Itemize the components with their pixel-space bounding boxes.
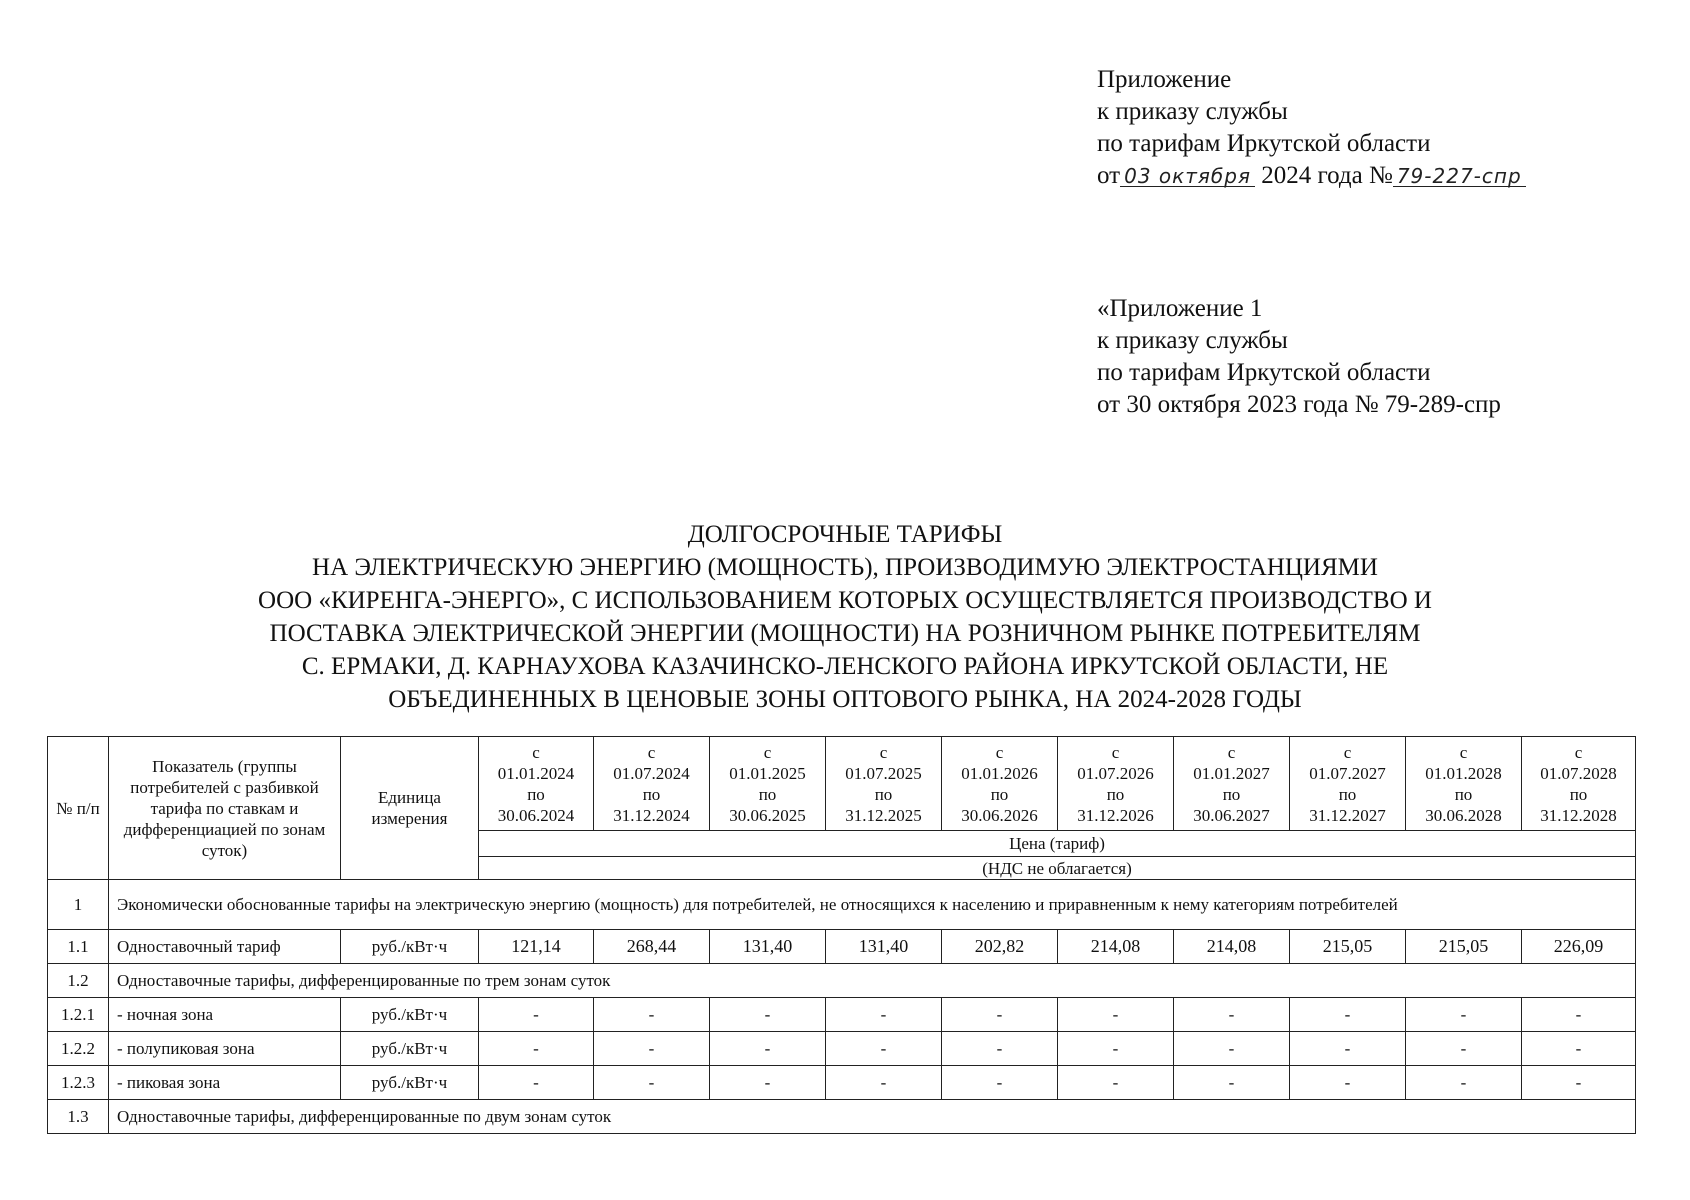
tariff-value: - [479, 1032, 594, 1066]
tariff-value: - [1522, 998, 1636, 1032]
header-indicator: Показатель (группы потребителей с разбивкой тарифа по ставкам и дифференциацией по зонам суток) [109, 737, 341, 880]
tariff-value: - [710, 998, 826, 1032]
tariff-value: - [826, 1032, 942, 1066]
tariff-value: - [942, 998, 1058, 1032]
row-number: 1.3 [48, 1100, 109, 1134]
row-unit: руб./кВт·ч [341, 998, 479, 1032]
table-row [48, 1066, 1636, 1100]
tariff-value: 268,44 [594, 930, 710, 964]
appendix-agency-line: по тарифам Иркутской области [1097, 359, 1431, 386]
document-title [150, 518, 1540, 716]
header-period: с 01.07.2028 по 31.12.2028 [1522, 737, 1636, 831]
tariff-table [47, 736, 1636, 1134]
tariff-value: - [1290, 1066, 1406, 1100]
row-number: 1.2 [48, 964, 109, 998]
tariff-value: - [594, 1066, 710, 1100]
tariff-value: - [1522, 1066, 1636, 1100]
table-row [48, 1032, 1636, 1066]
tariff-value: - [1058, 1066, 1174, 1100]
appendix-date-line [1097, 160, 1657, 192]
tariff-value: - [1174, 1032, 1290, 1066]
tariff-value: - [1522, 1032, 1636, 1066]
title-line: ОБЪЕДИНЕННЫХ В ЦЕНОВЫЕ ЗОНЫ ОПТОВОГО РЫНКА, НА 2024-2028 ГОДЫ [388, 686, 1302, 713]
row-number: 1.2.3 [48, 1066, 109, 1100]
tariff-value: - [1406, 1032, 1522, 1066]
row-unit: руб./кВт·ч [341, 1032, 479, 1066]
table-header-row [48, 737, 1636, 831]
tariff-value: - [1290, 1032, 1406, 1066]
header-period: с 01.01.2025 по 30.06.2025 [710, 737, 826, 831]
header-vat: (НДС не облагается) [479, 857, 1636, 880]
title-line: ДОЛГОСРОЧНЫЕ ТАРИФЫ [687, 521, 1003, 548]
header-period: с 01.07.2025 по 31.12.2025 [826, 737, 942, 831]
tariff-value: - [594, 1032, 710, 1066]
header-period: с 01.01.2026 по 30.06.2026 [942, 737, 1058, 831]
tariff-value: - [479, 1066, 594, 1100]
tariff-value: - [479, 998, 594, 1032]
header-period: с 01.01.2027 по 30.06.2027 [1174, 737, 1290, 831]
tariff-value: - [710, 1032, 826, 1066]
row-unit: руб./кВт·ч [341, 1066, 479, 1100]
appendix-title: «Приложение 1 [1097, 295, 1263, 322]
row-indicator: - ночная зона [109, 998, 341, 1032]
tariff-value: - [1406, 1066, 1522, 1100]
subsection-title: Одноставочные тарифы, дифференцированные по трем зонам суток [109, 964, 1636, 998]
table-row [48, 998, 1636, 1032]
section-title: Экономически обоснованные тарифы на электрическую энергию (мощность) для потребителей, не относящихся к населению и приравненным к нему категориям потребителей [109, 880, 1636, 930]
tariff-value: 202,82 [942, 930, 1058, 964]
tariff-value: - [1290, 998, 1406, 1032]
subsection-title: Одноставочные тарифы, дифференцированные по двум зонам суток [109, 1100, 1636, 1134]
appendix-order-line: к приказу службы [1097, 327, 1288, 354]
tariff-value: 214,08 [1058, 930, 1174, 964]
header-period: с 01.07.2027 по 31.12.2027 [1290, 737, 1406, 831]
table-row [48, 930, 1636, 964]
tariff-value: 215,05 [1290, 930, 1406, 964]
row-indicator: - пиковая зона [109, 1066, 341, 1100]
title-line: С. ЕРМАКИ, Д. КАРНАУХОВА КАЗАЧИНСКО-ЛЕНСКОГО РАЙОНА ИРКУТСКОЙ ОБЛАСТИ, НЕ [301, 653, 1389, 680]
row-number: 1.2.1 [48, 998, 109, 1032]
table-row [48, 880, 1636, 930]
tariff-value: 214,08 [1174, 930, 1290, 964]
tariff-value: 121,14 [479, 930, 594, 964]
title-line: НА ЭЛЕКТРИЧЕСКУЮ ЭНЕРГИЮ (МОЩНОСТЬ), ПРОИЗВОДИМУЮ ЭЛЕКТРОСТАНЦИЯМИ [312, 554, 1378, 581]
tariff-value: - [1058, 998, 1174, 1032]
handwritten-date: 03 октября [1120, 166, 1255, 187]
tariff-value: 215,05 [1406, 930, 1522, 964]
appendix-agency-line: по тарифам Иркутской области [1097, 130, 1431, 157]
appendix-order-line: к приказу службы [1097, 98, 1288, 125]
header-number: № п/п [48, 737, 109, 880]
row-number: 1.2.2 [48, 1032, 109, 1066]
title-line: ООО «КИРЕНГА-ЭНЕРГО», С ИСПОЛЬЗОВАНИЕМ КОТОРЫХ ОСУЩЕСТВЛЯЕТСЯ ПРОИЗВОДСТВО И [258, 587, 1432, 614]
from-prefix: от [1097, 162, 1121, 189]
appendix-date-line: от 30 октября 2023 года № 79-289-спр [1097, 391, 1501, 418]
row-unit: руб./кВт·ч [341, 930, 479, 964]
table-row [48, 964, 1636, 998]
header-price: Цена (тариф) [479, 831, 1636, 857]
tariff-value: - [826, 998, 942, 1032]
year-text: 2024 года № [1261, 162, 1393, 189]
table-row [48, 1100, 1636, 1134]
appendix-header-previous [1097, 293, 1657, 421]
tariff-value: 226,09 [1522, 930, 1636, 964]
tariff-value: - [1174, 1066, 1290, 1100]
header-period: с 01.07.2026 по 31.12.2026 [1058, 737, 1174, 831]
tariff-value: - [710, 1066, 826, 1100]
handwritten-number: 79-227-спр [1393, 166, 1526, 187]
tariff-value: 131,40 [826, 930, 942, 964]
header-unit: Единица измерения [341, 737, 479, 880]
tariff-value: - [942, 1066, 1058, 1100]
title-line: ПОСТАВКА ЭЛЕКТРИЧЕСКОЙ ЭНЕРГИИ (МОЩНОСТИ) НА РОЗНИЧНОМ РЫНКЕ ПОТРЕБИТЕЛЯМ [269, 620, 1421, 647]
appendix-title: Приложение [1097, 66, 1232, 93]
tariff-value: 131,40 [710, 930, 826, 964]
row-number: 1 [48, 880, 109, 930]
row-number: 1.1 [48, 930, 109, 964]
tariff-value: - [1058, 1032, 1174, 1066]
tariff-value: - [1406, 998, 1522, 1032]
tariff-value: - [594, 998, 710, 1032]
row-indicator: - полупиковая зона [109, 1032, 341, 1066]
header-period: с 01.01.2028 по 30.06.2028 [1406, 737, 1522, 831]
tariff-value: - [942, 1032, 1058, 1066]
row-indicator: Одноставочный тариф [109, 930, 341, 964]
tariff-value: - [826, 1066, 942, 1100]
tariff-value: - [1174, 998, 1290, 1032]
header-period: с 01.01.2024 по 30.06.2024 [479, 737, 594, 831]
appendix-header-current [1097, 64, 1657, 192]
header-period: с 01.07.2024 по 31.12.2024 [594, 737, 710, 831]
